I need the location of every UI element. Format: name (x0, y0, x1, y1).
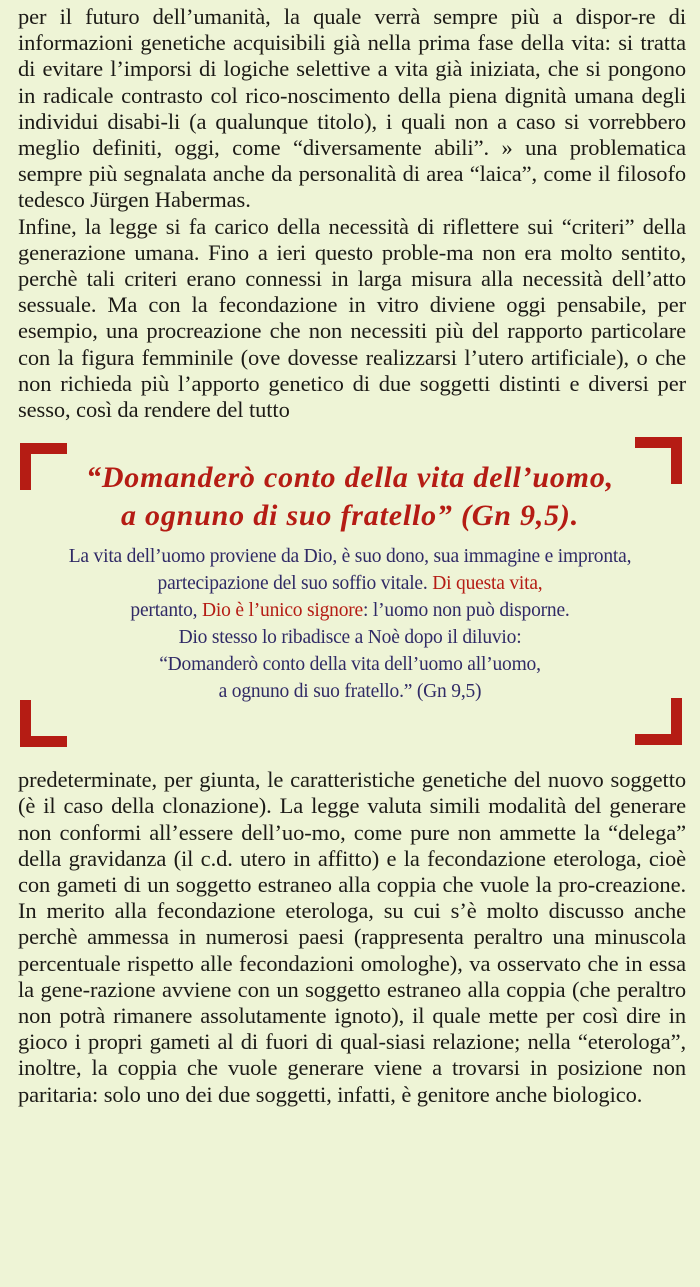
commentary-text: : l’uomo non può disporne. (363, 600, 570, 622)
quote-commentary (48, 543, 652, 705)
paragraph: per il futuro dell’umanità, la quale verrà sempre più a dispor-re di informazioni genetiche acquisibili già nella prima fase della vita: si tratta di evitare l’imporsi di logiche selettive a vita già iniziata, che si pongono in radicale contrasto col rico-noscimento della piena dignità umana degli individui disabi-li (a qualunque titolo), i quali non a caso si vorrebbero meglio definiti, oggi, come “diversamente abili”. » una problematica sempre più segnalata anche da personalità di area “laica”, come il filosofo tedesco Jürgen Habermas. (18, 4, 686, 213)
body-text-bottom (18, 767, 686, 1108)
quote-box (8, 431, 692, 761)
commentary-text: Dio stesso lo ribadisce a Noè dopo il diluvio: (178, 627, 522, 649)
body-text-top (18, 4, 686, 423)
verse-quote (38, 459, 662, 535)
commentary-text: a ognuno di suo fratello.” (Gn 9,5) (218, 681, 482, 703)
corner-bracket-bottom-right (635, 698, 682, 745)
commentary-text: “Domanderò conto della vita dell’uomo all’uomo, (159, 654, 541, 676)
corner-bracket-bottom-left (20, 700, 67, 747)
commentary-text: La vita dell’uomo proviene da Dio, è suo dono, sua immagine e impronta, partecipazione del suo soffio vitale. (68, 546, 632, 595)
paragraph: predeterminate, per giunta, le caratteristiche genetiche del nuovo soggetto (è il caso della clonazione). La legge valuta simili modalità del generare non conformi all’essere dell’uo-mo, come pure non ammette la “delega” della gravidanza (il c.d. utero in affitto) e la fecondazione eterologa, cioè con gameti di un soggetto estraneo alla coppia che vuole la pro-creazione. In merito alla fecondazione eterologa, su cui s’è molto discusso anche perchè ammessa in numerosi paesi (rappresenta peraltro una minuscola percentuale rispetto alle fecondazioni omologhe), va osservato che in essa la gene-razione avviene con un soggetto estraneo alla coppia (che peraltro non potrà rimanere assolutamente ignoto), il quale mette per così dire in gioco i propri gameti al di fuori di qual-siasi relazione; nella “eterologa”, inoltre, la coppia che vuole generare viene a trovarsi in posizione non paritaria: solo uno dei due soggetti, infatti, è genitore anche biologico. (18, 767, 686, 1107)
paragraph: Infine, la legge si fa carico della necessità di riflettere sui “criteri” della generazione umana. Fino a ieri questo proble-ma non era molto sentito, perchè tali criteri erano connessi in larga misura alla necessità dell’atto sessuale. Ma con la fecondazione in vitro diviene oggi pensabile, per esempio, una procreazione che non necessiti più del rapporto particolare con la figura femminile (ove dovesse realizzarsi l’utero artificiale), o che non richieda più l’apporto genetico di due soggetti distinti e diversi per sesso, così da rendere del tutto (18, 213, 686, 423)
verse-line: “Domanderò conto della vita dell’uomo, (86, 461, 614, 495)
verse-line: a ognuno di suo fratello” (Gn 9,5). (120, 499, 580, 533)
commentary-text: pertanto, (130, 600, 198, 622)
commentary-highlight: Di questa vita, (432, 573, 543, 595)
commentary-highlight: Dio è l’unico signore (202, 600, 364, 622)
